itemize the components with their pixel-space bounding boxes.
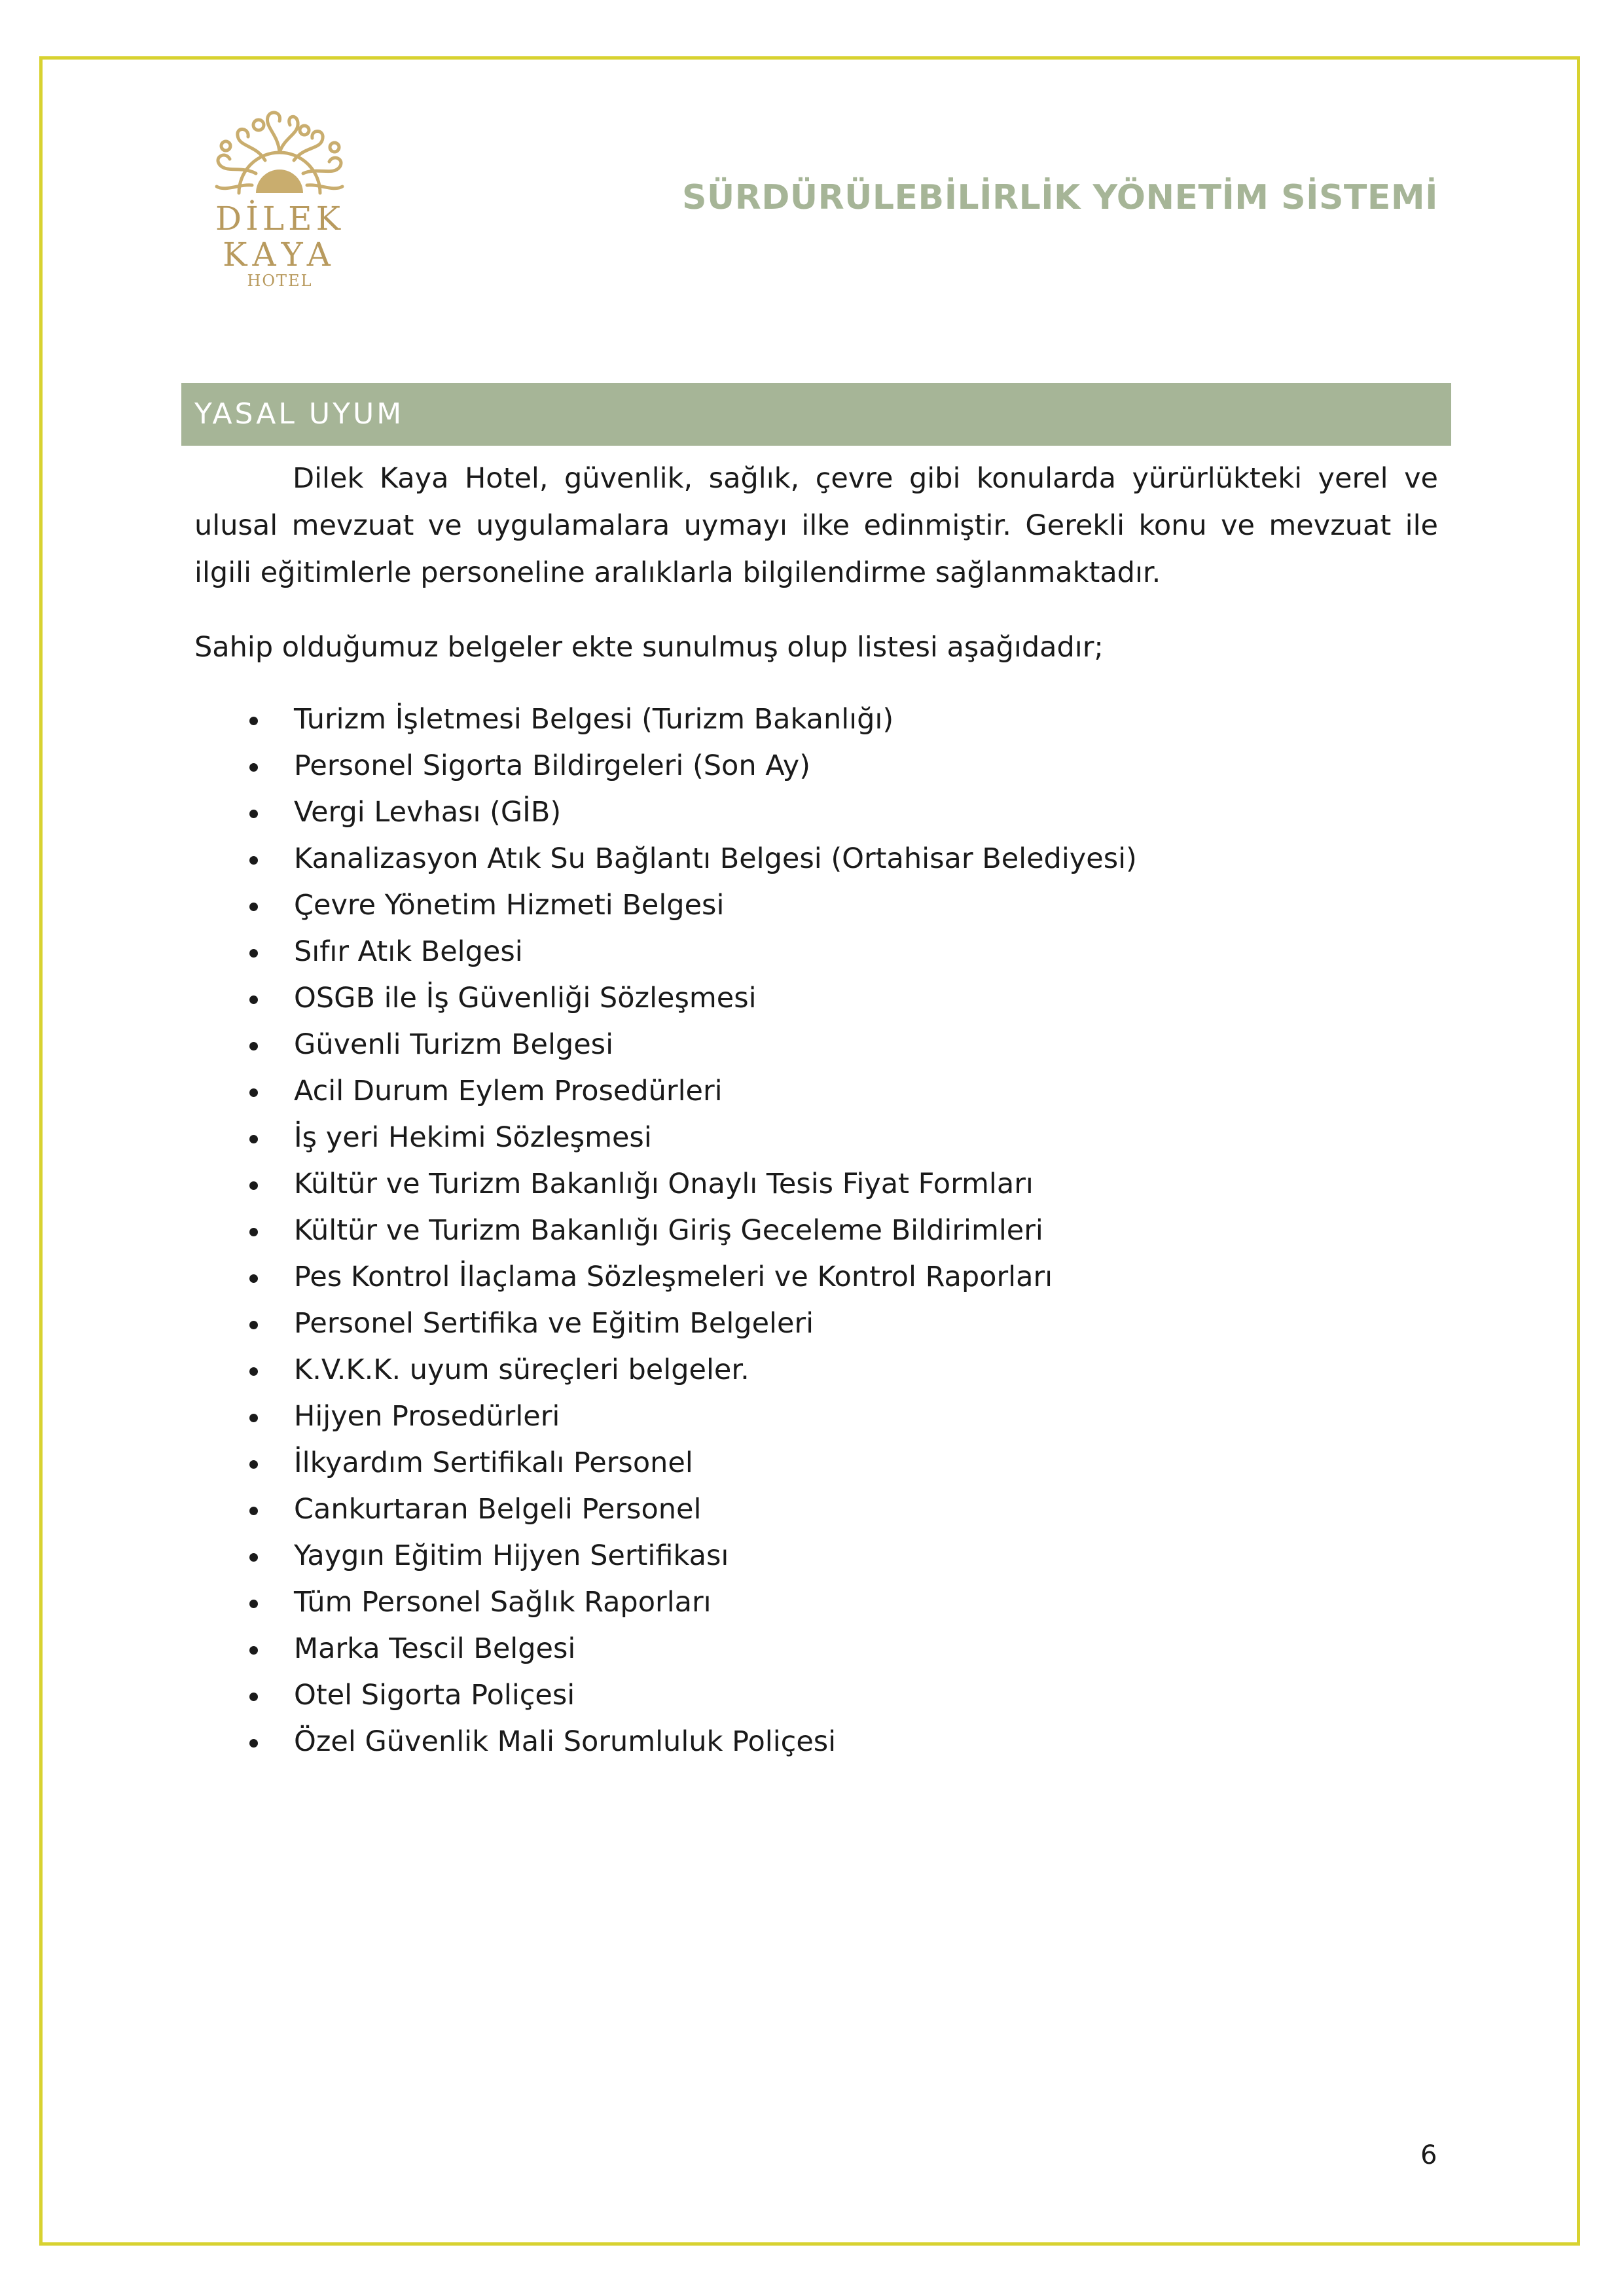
section-paragraph — [194, 455, 1438, 596]
list-item — [194, 1022, 1438, 1068]
list-item-text: OSGB ile İş Güvenliği Sözleşmesi — [294, 982, 757, 1014]
bullet-icon — [249, 810, 258, 818]
list-item — [194, 789, 1438, 836]
list-item-text: Vergi Levhası (GİB) — [294, 796, 562, 829]
list-item — [194, 1254, 1438, 1300]
bullet-icon — [249, 1460, 258, 1469]
list-item — [194, 1486, 1438, 1533]
list-item-text: Kanalizasyon Atık Su Bağlantı Belgesi (Ortahisar Belediyesi) — [294, 842, 1137, 875]
list-item — [194, 1115, 1438, 1161]
bullet-icon — [249, 1135, 258, 1143]
list-item-text: Sıfır Atık Belgesi — [294, 935, 523, 968]
list-item-text: Marka Tescil Belgesi — [294, 1632, 576, 1665]
bullet-icon — [249, 1181, 258, 1190]
list-item-text: Güvenli Turizm Belgesi — [294, 1028, 614, 1061]
list-item — [194, 1347, 1438, 1393]
logo-word-kaya: KAYA — [223, 236, 337, 274]
bullet-icon — [249, 1739, 258, 1748]
list-item — [194, 1161, 1438, 1208]
page-number: 6 — [1420, 2140, 1437, 2170]
logo-word-dilek: DİLEK — [215, 200, 344, 238]
list-item — [194, 1626, 1438, 1672]
list-item-text: Cankurtaran Belgeli Personel — [294, 1493, 702, 1526]
list-item — [194, 975, 1438, 1022]
bullet-icon — [249, 949, 258, 958]
bullet-icon — [249, 1414, 258, 1422]
bullet-icon — [249, 1693, 258, 1701]
list-item-text: Acil Durum Eylem Prosedürleri — [294, 1075, 723, 1107]
list-item — [194, 743, 1438, 789]
bullet-icon — [249, 1321, 258, 1329]
documents-list — [194, 696, 1438, 1765]
bullet-icon — [249, 996, 258, 1004]
list-item-text: Personel Sertifika ve Eğitim Belgeleri — [294, 1307, 814, 1340]
list-item-text: Kültür ve Turizm Bakanlığı Giriş Geceleme Bildirimleri — [294, 1214, 1043, 1247]
bullet-icon — [249, 903, 258, 911]
bullet-icon — [249, 856, 258, 865]
list-item — [194, 1533, 1438, 1579]
list-item-text: Özel Güvenlik Mali Sorumluluk Poliçesi — [294, 1725, 837, 1758]
list-item-text: İş yeri Hekimi Sözleşmesi — [294, 1121, 652, 1154]
list-item — [194, 696, 1438, 743]
bullet-icon — [249, 1088, 258, 1097]
list-item — [194, 1579, 1438, 1626]
list-item-text: Turizm İşletmesi Belgesi (Turizm Bakanlığı) — [294, 703, 894, 736]
documents-intro: Sahip olduğumuz belgeler ekte sunulmuş olup listesi aşağıdadır; — [194, 631, 1104, 664]
section-heading: YASAL UYUM — [181, 383, 1451, 446]
list-item-text: K.V.K.K. uyum süreçleri belgeler. — [294, 1354, 749, 1386]
list-item — [194, 1068, 1438, 1115]
list-item — [194, 836, 1438, 882]
list-item-text: Kültür ve Turizm Bakanlığı Onaylı Tesis Fiyat Formları — [294, 1168, 1034, 1200]
bullet-icon — [249, 1507, 258, 1515]
list-item — [194, 1440, 1438, 1486]
list-item — [194, 1393, 1438, 1440]
paragraph-text: Dilek Kaya Hotel, güvenlik, sağlık, çevre gibi konularda yürürlükteki yerel ve ulusal mevzuat ve uygulamalara uymayı ilke edinmiştir. Gerekli konu ve mevzuat ile ilgili eğitimlerle personeline aralıklarla bilgilendirme sağlanmaktadır. — [194, 462, 1438, 589]
bullet-icon — [249, 1042, 258, 1050]
list-item — [194, 1672, 1438, 1719]
list-item-text: Tüm Personel Sağlık Raporları — [294, 1586, 712, 1619]
bullet-icon — [249, 1600, 258, 1608]
list-item — [194, 929, 1438, 975]
bullet-icon — [249, 1646, 258, 1655]
document-title: SÜRDÜRÜLEBİLİRLİK YÖNETİM SİSTEMİ — [682, 178, 1438, 217]
bullet-icon — [249, 717, 258, 725]
list-item — [194, 1208, 1438, 1254]
hotel-logo — [200, 108, 360, 290]
list-item-text: İlkyardım Sertifikalı Personel — [294, 1446, 693, 1479]
list-item-text: Pes Kontrol İlaçlama Sözleşmeleri ve Kontrol Raporları — [294, 1261, 1053, 1293]
bullet-icon — [249, 1274, 258, 1283]
logo-word-hotel: HOTEL — [247, 272, 313, 290]
list-item-text: Hijyen Prosedürleri — [294, 1400, 560, 1433]
list-item — [194, 1300, 1438, 1347]
list-item — [194, 882, 1438, 929]
list-item — [194, 1719, 1438, 1765]
logo-ornament-icon — [200, 108, 360, 200]
list-item-text: Otel Sigorta Poliçesi — [294, 1679, 575, 1712]
list-item-text: Personel Sigorta Bildirgeleri (Son Ay) — [294, 749, 810, 782]
bullet-icon — [249, 1367, 258, 1376]
bullet-icon — [249, 763, 258, 772]
list-item-text: Yaygın Eğitim Hijyen Sertifikası — [294, 1539, 729, 1572]
bullet-icon — [249, 1553, 258, 1562]
list-item-text: Çevre Yönetim Hizmeti Belgesi — [294, 889, 725, 922]
bullet-icon — [249, 1228, 258, 1236]
